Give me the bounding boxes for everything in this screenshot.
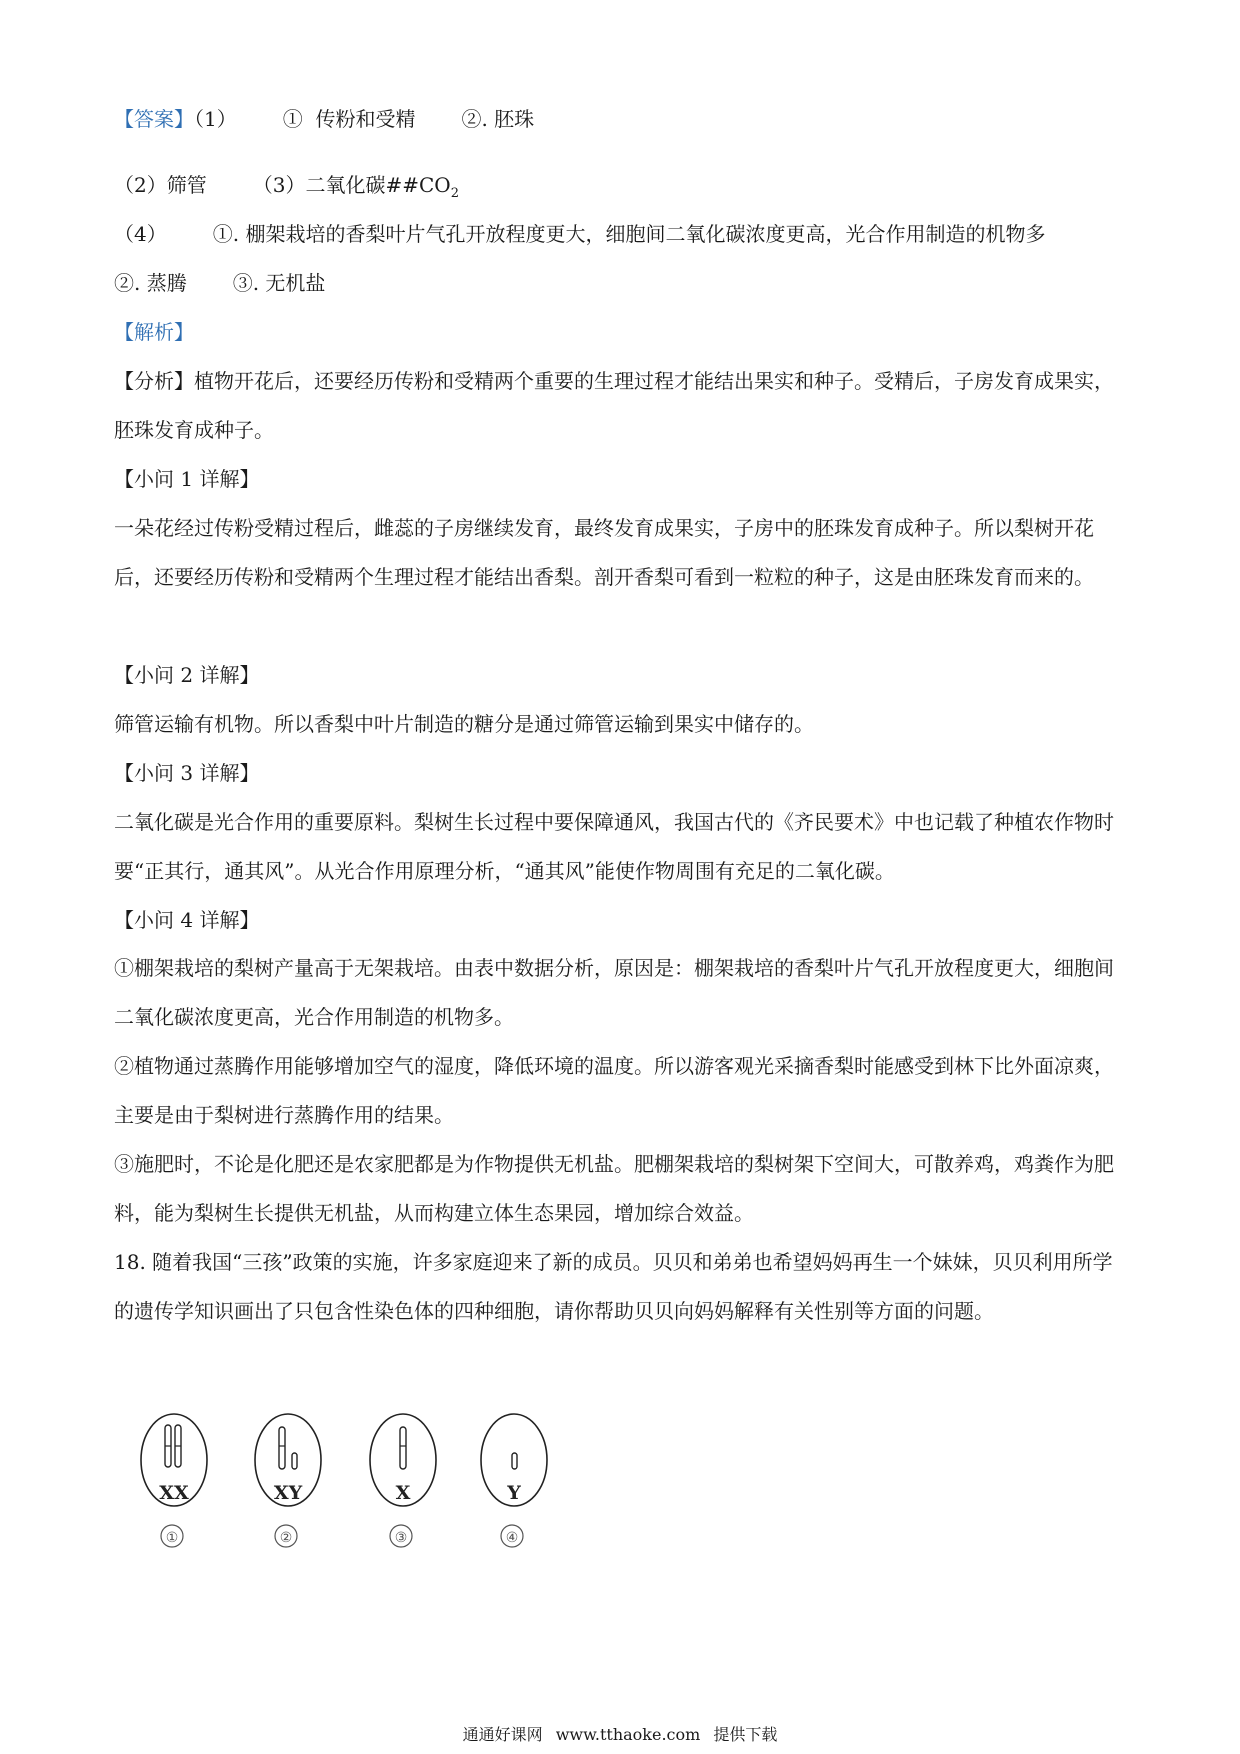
answer-q2: （2）筛管 <box>114 173 207 197</box>
answer-q1-b: ②. 胚珠 <box>461 107 535 131</box>
answer-q1-a: 传粉和受精 <box>315 107 416 131</box>
answer-q1-mark: ① <box>282 107 303 131</box>
cell-x <box>370 1414 436 1547</box>
section-2-body: 筛管运输有机物。所以香梨中叶片制造的糖分是通过筛管运输到果实中储存的。 <box>114 712 814 736</box>
cell-xy <box>255 1414 321 1547</box>
answer-q4-b: ②. 蒸腾 <box>114 271 187 295</box>
answer-line-3 <box>114 219 1045 249</box>
cell-y-number: ④ <box>505 1530 519 1546</box>
analysis-summary: 【分析】植物开花后，还要经历传粉和受精两个重要的生理过程才能结出果实和种子。受精后，子房发育成果实，胚珠发育成种子。 <box>114 369 1114 442</box>
cell-y-label: Y <box>507 1482 521 1504</box>
answer-q4-c: ③. 无机盐 <box>232 271 326 295</box>
cell-xx-number: ① <box>165 1530 179 1546</box>
question-18-text: 18. 随着我国“三孩”政策的实施，许多家庭迎来了新的成员。贝贝和弟弟也希望妈妈再生一个妹妹，贝贝利用所学的遗传学知识画出了只包含性染色体的四种细胞，请你帮助贝贝向妈妈解释有关性别等方面的问题。 <box>114 1250 1113 1323</box>
chromosome-figure <box>138 1408 598 1548</box>
answer-label: 【答案】 <box>114 107 194 131</box>
answer-q3: （3）二氧化碳$\#\#CO_2$ <box>252 173 459 201</box>
answer-q4-number: （4） <box>114 222 167 246</box>
answer-line-4 <box>114 268 325 298</box>
section-3-heading: 【小问 3 详解】 <box>114 761 260 785</box>
analysis-label: 【解析】 <box>114 320 194 344</box>
cell-x-label: X <box>395 1482 411 1504</box>
cell-y <box>481 1414 547 1547</box>
answer-line-2 <box>114 170 459 209</box>
section-2-heading: 【小问 2 详解】 <box>114 663 260 687</box>
answer-line-1 <box>114 104 534 134</box>
answer-q1-number: （1） <box>194 107 237 131</box>
cell-xx <box>141 1414 207 1547</box>
cell-xy-number: ② <box>279 1530 293 1546</box>
section-4-item-3: ③施肥时，不论是化肥还是农家肥都是为作物提供无机盐。肥棚架栽培的梨树架下空间大，可散养鸡，鸡粪作为肥料，能为梨树生长提供无机盐，从而构建立体生态果园，增加综合效益。 <box>114 1152 1114 1225</box>
section-4-heading: 【小问 4 详解】 <box>114 908 260 932</box>
answer-q4-a: ①. 棚架栽培的香梨叶片气孔开放程度更大，细胞间二氧化碳浓度更高，光合作用制造的机物多 <box>212 222 1046 246</box>
cell-xy-label: XY <box>273 1482 303 1504</box>
cell-x-number: ③ <box>394 1530 408 1546</box>
section-1-heading: 【小问 1 详解】 <box>114 467 260 491</box>
section-4-item-1: ①棚架栽培的梨树产量高于无架栽培。由表中数据分析，原因是：棚架栽培的香梨叶片气孔开放程度更大，细胞间二氧化碳浓度更高，光合作用制造的机物多。 <box>114 956 1114 1029</box>
section-1-body: 一朵花经过传粉受精过程后，雌蕊的子房继续发育，最终发育成果实，子房中的胚珠发育成种子。所以梨树开花后，还要经历传粉和受精两个生理过程才能结出香梨。剖开香梨可看到一粒粒的种子，这是由胚珠发育而来的。 <box>114 516 1094 589</box>
footer-url[interactable]: www.tthaoke.com <box>555 1725 701 1744</box>
section-3-body: 二氧化碳是光合作用的重要原料。梨树生长过程中要保障通风，我国古代的《齐民要术》中也记载了种植农作物时要“正其行，通其风”。从光合作用原理分析，“通其风”能使作物周围有充足的二氧化碳。 <box>114 810 1114 883</box>
cell-xx-label: XX <box>159 1482 189 1504</box>
section-4-item-2: ②植物通过蒸腾作用能够增加空气的湿度，降低环境的温度。所以游客观光采摘香梨时能感受到林下比外面凉爽，主要是由于梨树进行蒸腾作用的结果。 <box>114 1054 1114 1127</box>
chromosome-figure-svg <box>138 1408 598 1548</box>
footer-note: 提供下载 <box>713 1725 778 1744</box>
footer-site: 通通好课网 <box>462 1725 543 1744</box>
page-footer <box>0 1724 1240 1746</box>
